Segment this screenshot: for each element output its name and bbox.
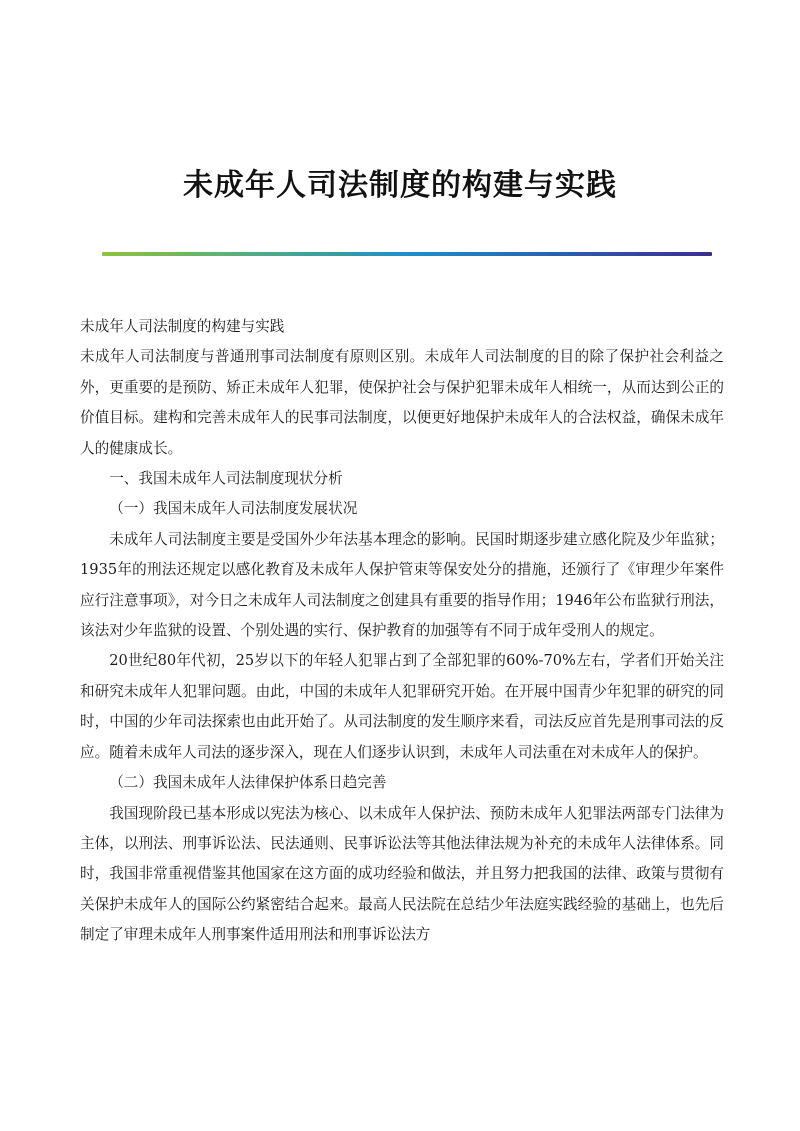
document-body — [80, 312, 724, 951]
body-paragraph: 未成年人司法制度主要是受国外少年法基本理念的影响。民国时期逐步建立感化院及少年监狱；1935年的刑法还规定以感化教育及未成年人保护管束等保安处分的措施，还颁行了《审理少年案件应行注意事项》，对今日之未成年人司法制度之创建具有重要的指导作用；1946年公布监狱行刑法，该法对少年监狱的设置、个别处遇的实行、保护教育的加强等有不同于成年受刑人的规定。 — [80, 530, 724, 640]
body-paragraph: 20世纪80年代初，25岁以下的年轻人犯罪占到了全部犯罪的60%-70%左右，学者们开始关注和研究未成年人犯罪问题。由此，中国的未成年人犯罪研究开始。在开展中国青少年犯罪的研究的同时，中国的少年司法探索也由此开始了。从司法制度的发生顺序来看，司法反应首先是刑事司法的反应。随着未成年人司法的逐步深入，现在人们逐步认识到，未成年人司法重在对未成年人的保护。 — [80, 652, 724, 761]
section-heading-1: 一、我国未成年人司法制度现状分析 — [109, 470, 343, 488]
page-title: 未成年人司法制度的构建与实践 — [183, 168, 617, 203]
body-paragraph: 我国现阶段已基本形成以宪法为核心、以未成年人保护法、预防未成年人犯罪法两部专门法律为主体，以刑法、刑事诉讼法、民法通则、民事诉讼法等其他法律法规为补充的未成年人法律体系。同时，我国非常重视借鉴其他国家在这方面的成功经验和做法，并且努力把我国的法律、政策与贯彻有关保护未成年人的国际公约紧密结合起来。最高人民法院在总结少年法庭实践经验的基础上，也先后制定了审理未成年人刑事案件适用刑法和刑事诉讼法方 — [80, 804, 724, 944]
intro-paragraph: 未成年人司法制度与普通刑事司法制度有原则区别。未成年人司法制度的目的除了保护社会利益之外，更重要的是预防、矫正未成年人犯罪，使保护社会与保护犯罪未成年人相统一，从而达到公正的价值目标。建构和完善未成年人的民事司法制度，以便更好地保护未成年人的合法权益，确保未成年人的健康成长。 — [80, 348, 724, 457]
title-divider — [102, 252, 712, 256]
subtitle-line: 未成年人司法制度的构建与实践 — [80, 318, 285, 335]
subsection-heading-2: （二）我国未成年人法律保护体系日趋完善 — [109, 774, 387, 792]
subsection-heading-1: （一）我国未成年人司法制度发展状况 — [109, 500, 358, 518]
